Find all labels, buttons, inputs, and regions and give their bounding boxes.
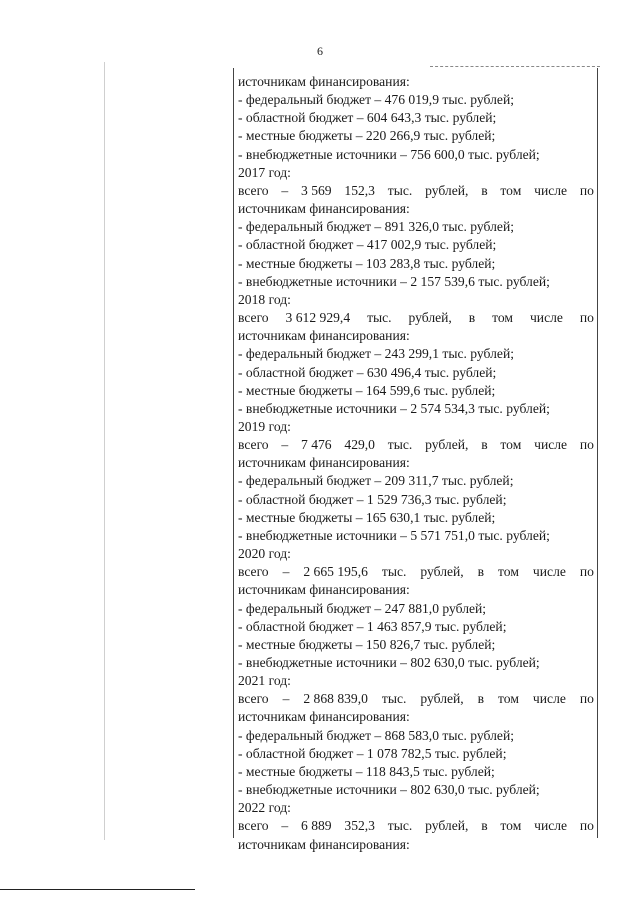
total-line [238, 309, 594, 327]
word: 2 665 195,6 [303, 564, 368, 580]
word: том [498, 691, 519, 707]
word: тыс. [387, 437, 413, 453]
text-line: - местные бюджеты – 150 826,7 тыс. рублей; [238, 636, 496, 652]
text-line: источникам финансирования: [238, 836, 410, 852]
word: по [579, 437, 594, 453]
text-line: 2018 год: [238, 291, 291, 307]
table-cell-right-border [597, 68, 598, 838]
word: числе [534, 818, 568, 834]
text-line: - внебюджетные источники – 756 600,0 тыс. рублей; [238, 146, 540, 162]
word: том [500, 818, 522, 834]
word: в [477, 691, 485, 707]
word: всего [238, 818, 269, 834]
word: 3 612 929,4 [285, 310, 351, 326]
word: – [282, 691, 290, 707]
text-line: 2021 год: [238, 673, 291, 689]
text-line: - местные бюджеты – 103 283,8 тыс. рублей; [238, 255, 496, 271]
word: 3 569 [301, 182, 332, 198]
total-line [238, 690, 594, 708]
word: – [281, 182, 289, 198]
word: 352,3 [344, 818, 375, 834]
word: по [579, 564, 594, 580]
text-line: - местные бюджеты – 220 266,9 тыс. рублей; [238, 128, 496, 144]
word: 2 868 839,0 [303, 691, 368, 707]
word: числе [532, 564, 566, 580]
word: в [481, 818, 488, 834]
word: том [500, 182, 522, 198]
word: том [498, 564, 519, 580]
text-line: - областной бюджет – 1 529 736,3 тыс. рублей; [238, 491, 507, 507]
word: числе [534, 437, 568, 453]
word: тыс. [387, 818, 413, 834]
text-line: - внебюджетные источники – 802 630,0 тыс. рублей; [238, 782, 540, 798]
word: по [579, 310, 594, 326]
text-line: источникам финансирования: [238, 709, 410, 725]
word: всего [238, 310, 269, 326]
word: по [579, 691, 594, 707]
word: рублей, [420, 564, 464, 580]
table-top-edge [430, 66, 600, 68]
word: рублей, [420, 691, 464, 707]
text-line: - федеральный бюджет – 247 881,0 рублей; [238, 600, 487, 616]
word: 7 476 [301, 437, 332, 453]
word: по [579, 182, 594, 198]
word: рублей, [425, 182, 469, 198]
text-line: - местные бюджеты – 165 630,1 тыс. рублей; [238, 509, 496, 525]
text-line: - федеральный бюджет – 891 326,0 тыс. рублей; [238, 219, 514, 235]
word: всего [238, 564, 269, 580]
page-number: 6 [317, 44, 323, 58]
total-line [238, 182, 594, 200]
text-line: - местные бюджеты – 164 599,6 тыс. рублей; [238, 382, 496, 398]
text-line: - внебюджетные источники – 2 574 534,3 тыс. рублей; [238, 400, 550, 416]
word: – [282, 564, 290, 580]
word: числе [529, 310, 563, 326]
word: в [477, 564, 485, 580]
word: – [281, 818, 289, 834]
text-line: источникам финансирования: [238, 328, 410, 344]
text-line: - внебюджетные источники – 2 157 539,6 тыс. рублей; [238, 273, 550, 289]
text-line: - областной бюджет – 604 643,3 тыс. рублей; [238, 110, 497, 126]
margin-rule [104, 62, 105, 840]
word: по [579, 818, 594, 834]
word: тыс. [381, 691, 407, 707]
word: всего [238, 182, 269, 198]
word: числе [534, 182, 568, 198]
text-line: - федеральный бюджет – 476 019,9 тыс. рублей; [238, 92, 514, 108]
text-line: 2020 год: [238, 546, 291, 562]
word: всего [238, 437, 269, 453]
text-line: - федеральный бюджет – 209 311,7 тыс. рублей; [238, 473, 514, 489]
word: рублей, [408, 310, 452, 326]
total-line [238, 563, 594, 581]
text-line: - федеральный бюджет – 868 583,0 тыс. рублей; [238, 727, 514, 743]
word: рублей, [425, 818, 469, 834]
funding-text-cell [238, 73, 594, 854]
word: в [468, 310, 476, 326]
text-line: - областной бюджет – 1 078 782,5 тыс. рублей; [238, 745, 507, 761]
text-line: - внебюджетные источники – 5 571 751,0 тыс. рублей; [238, 527, 550, 543]
word: в [481, 437, 488, 453]
text-line: - внебюджетные источники – 802 630,0 тыс. рублей; [238, 655, 540, 670]
footnote-rule [0, 889, 195, 890]
text-line: - федеральный бюджет – 243 299,1 тыс. рублей; [238, 346, 514, 362]
text-line: источникам финансирования: [238, 201, 410, 217]
text-line: источникам финансирования: [238, 582, 410, 598]
word: 6 889 [301, 818, 332, 834]
text-line: - местные бюджеты – 118 843,5 тыс. рублей; [238, 763, 495, 779]
word: рублей, [425, 437, 469, 453]
table-cell-left-border [233, 68, 234, 838]
word: всего [238, 691, 269, 707]
word: тыс. [367, 310, 392, 326]
total-line [238, 436, 594, 454]
word: тыс. [381, 564, 407, 580]
word: том [500, 437, 522, 453]
text-line: - областной бюджет – 1 463 857,9 тыс. рублей; [238, 618, 507, 634]
text-line: 2017 год: [238, 164, 291, 180]
text-line: источникам финансирования: [238, 455, 410, 471]
total-line [238, 817, 594, 835]
text-line: 2019 год: [238, 418, 291, 434]
text-line: - областной бюджет – 630 496,4 тыс. рублей; [238, 364, 497, 380]
text-line: источникам финансирования: [238, 74, 410, 89]
word: в [481, 182, 488, 198]
word: 152,3 [344, 182, 375, 198]
word: тыс. [387, 182, 413, 198]
word: том [492, 310, 514, 326]
word: 429,0 [344, 437, 375, 453]
word: числе [532, 691, 566, 707]
word: – [281, 437, 289, 453]
text-line: - областной бюджет – 417 002,9 тыс. рублей; [238, 237, 497, 253]
text-line: 2022 год: [238, 800, 291, 816]
